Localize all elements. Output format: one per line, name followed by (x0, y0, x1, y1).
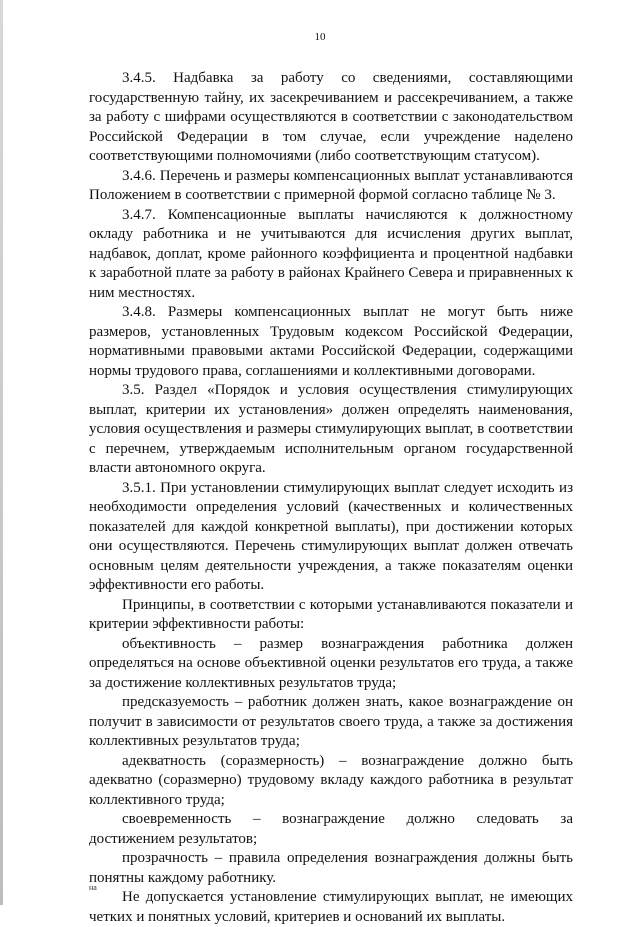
document-body (89, 69, 573, 927)
page-number: 10 (314, 31, 326, 43)
paragraph-3-4-7: 3.4.7. Компенсационные выплаты начисляются к должностному окладу работника и не учитываются для исчисления других выплат, надбавок, доплат, кроме районного коэффициента и процентной надбавки к заработной плате за работу в районах Крайнего Севера и приравненных к ним местностях. (89, 206, 573, 301)
principle-timeliness: своевременность – вознаграждение должно следовать за достижением результатов; (89, 811, 573, 847)
paragraph-3-5-1: 3.5.1. При установлении стимулирующих выплат следует исходить из необходимости определения условий (качественных и количественных показателей для каждой конкретной выплаты), при достижении которых они осуществляются. Перечень стимулирующих выплат должен отвечать основным целям деятельности учреждения, а также показателям оценки эффективности его работы. (89, 479, 573, 593)
paragraph-3-4-5: 3.4.5. Надбавка за работу со сведениями, составляющими государственную тайну, их засекречиванием и рассекречиванием, а также за работу с шифрами осуществляются в соответствии с законодательством Российской Федерации в том случае, если учреждение наделено соответствующими полномочиями (либо соответствующим статусом). (89, 70, 573, 164)
paragraph-3-4-6: 3.4.6. Перечень и размеры компенсационных выплат устанавливаются Положением в соответствии с примерной формой согласно таблице № 3. (89, 167, 573, 203)
principle-objectivity: объективность – размер вознаграждения работника должен определяться на основе объективной оценки результатов его труда, а также за достижение коллективных результатов труда; (89, 635, 573, 691)
paragraph-principles-intro: Принципы, в соответствии с которыми устанавливаются показатели и критерии эффективности работы: (89, 596, 573, 632)
scan-mark: на (89, 883, 97, 892)
paragraph-prohibition: Не допускается установление стимулирующих выплат, не имеющих четких и понятных условий, критериев и оснований их выплаты. (89, 889, 573, 925)
principle-predictability: предсказуемость – работник должен знать, какое вознаграждение он получит в зависимости от результатов своего труда, а также за достижения коллективных результатов труда; (89, 694, 573, 749)
scan-edge (0, 0, 3, 905)
paragraph-3-5: 3.5. Раздел «Порядок и условия осуществления стимулирующих выплат, критерии их установления» должен определять наименования, условия осуществления и размеры стимулирующих выплат, в соответствии с перечнем, утверждаемым исполнительным органом государственной власти автономного округа. (89, 382, 573, 476)
principle-transparency: прозрачность – правила определения вознаграждения должны быть понятны каждому работнику. (89, 850, 573, 886)
principle-adequacy: адекватность (соразмерность) – вознаграждение должно быть адекватно (соразмерно) трудовому вкладу каждого работника в результат коллективного труда; (89, 752, 573, 808)
paragraph-3-4-8: 3.4.8. Размеры компенсационных выплат не могут быть ниже размеров, установленных Трудовым кодексом Российской Федерации, нормативными правовыми актами Российской Федерации, содержащими нормы трудового права, соглашениями и коллективными договорами. (89, 304, 573, 379)
